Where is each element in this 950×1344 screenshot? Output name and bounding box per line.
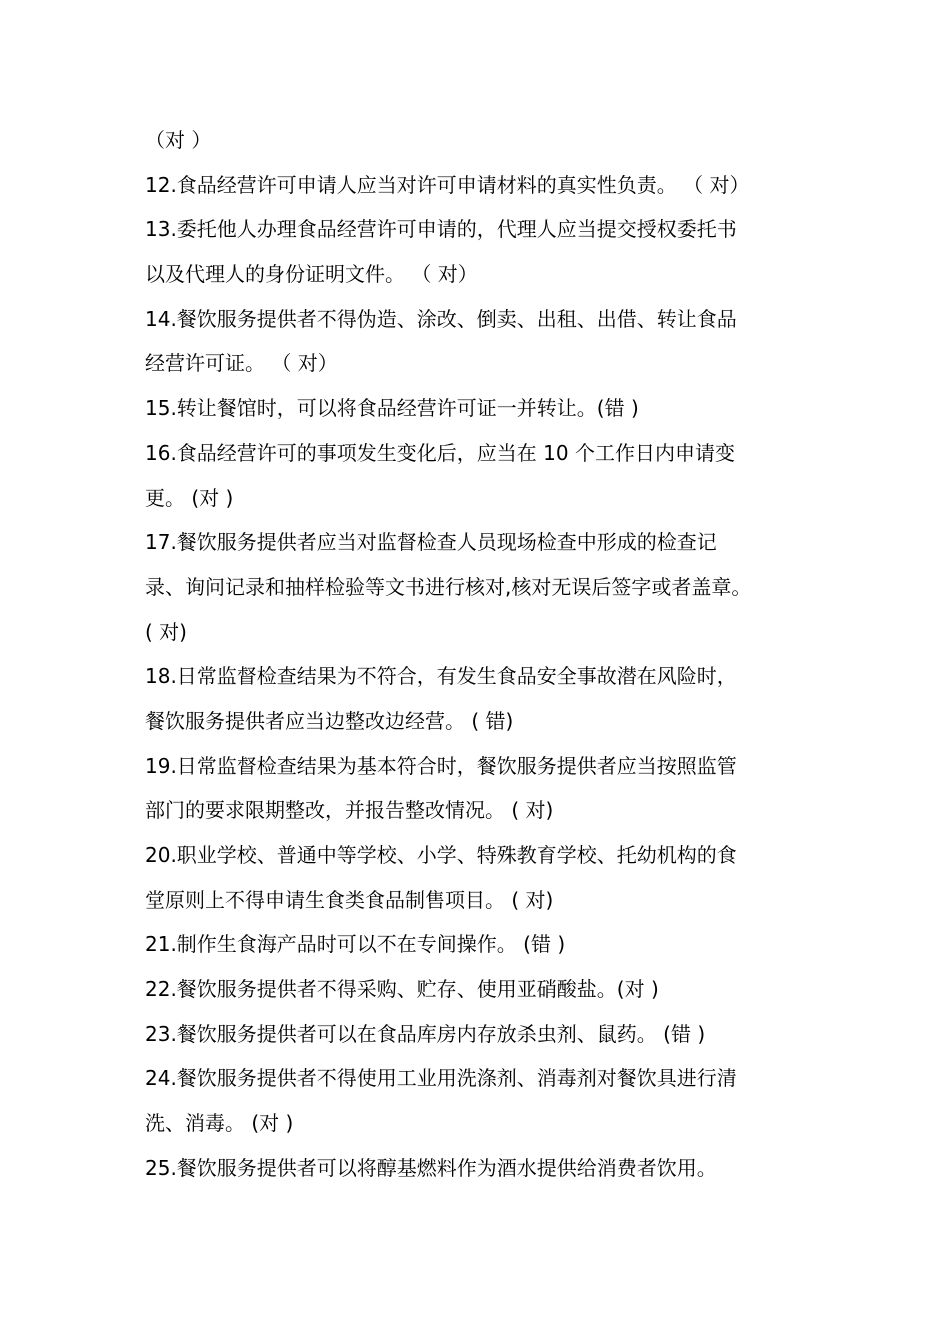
text-line: 经营许可证。 （ 对）: [145, 351, 338, 376]
text-line: 洗、消毒。 (对 ): [145, 1111, 294, 1136]
text-line: 餐饮服务提供者应当边整改边经营。 ( 错): [145, 708, 514, 733]
text-line: 部门的要求限期整改，并报告整改情况。 ( 对): [145, 798, 554, 823]
question-13: 13.委托他人办理食品经营许可申请的，代理人应当提交授权委托书: [145, 217, 737, 242]
question-17: 17.餐饮服务提供者应当对监督检查人员现场检查中形成的检查记: [145, 530, 717, 555]
question-12: 12.食品经营许可申请人应当对许可申请材料的真实性负责。 （ 对）: [145, 172, 750, 197]
question-23: 23.餐饮服务提供者可以在食品库房内存放杀虫剂、鼠药。 (错 ): [145, 1021, 706, 1046]
text-line: 以及代理人的身份证明文件。 （ 对）: [145, 262, 478, 287]
text-line: 更。 (对 ): [145, 485, 234, 510]
question-21: 21.制作生食海产品时可以不在专间操作。 (错 ): [145, 932, 566, 957]
text-line: 录、询问记录和抽样检验等文书进行核对,核对无误后签字或者盖章。: [145, 574, 752, 599]
question-24: 24.餐饮服务提供者不得使用工业用洗涤剂、消毒剂对餐饮具进行清: [145, 1066, 737, 1091]
text-line: 堂原则上不得申请生食类食品制售项目。 ( 对): [145, 887, 554, 912]
question-18: 18.日常监督检查结果为不符合，有发生食品安全事故潜在风险时，: [145, 664, 737, 689]
question-14: 14.餐饮服务提供者不得伪造、涂改、倒卖、出租、出借、转让食品: [145, 306, 737, 331]
question-15: 15.转让餐馆时，可以将食品经营许可证一并转让。(错 ): [145, 396, 639, 421]
question-22: 22.餐饮服务提供者不得采购、贮存、使用亚硝酸盐。(对 ): [145, 977, 659, 1002]
question-16: 16.食品经营许可的事项发生变化后，应当在 10 个工作日内申请变: [145, 440, 735, 465]
question-19: 19.日常监督检查结果为基本符合时，餐饮服务提供者应当按照监管: [145, 753, 737, 778]
document-body: [145, 118, 815, 1191]
text-line: ( 对): [145, 619, 187, 644]
question-20: 20.职业学校、普通中等学校、小学、特殊教育学校、托幼机构的食: [145, 843, 737, 867]
question-25: 25.餐饮服务提供者可以将醇基燃料作为酒水提供给消费者饮用。: [145, 1155, 717, 1180]
text-line: （对 ）: [145, 128, 212, 152]
